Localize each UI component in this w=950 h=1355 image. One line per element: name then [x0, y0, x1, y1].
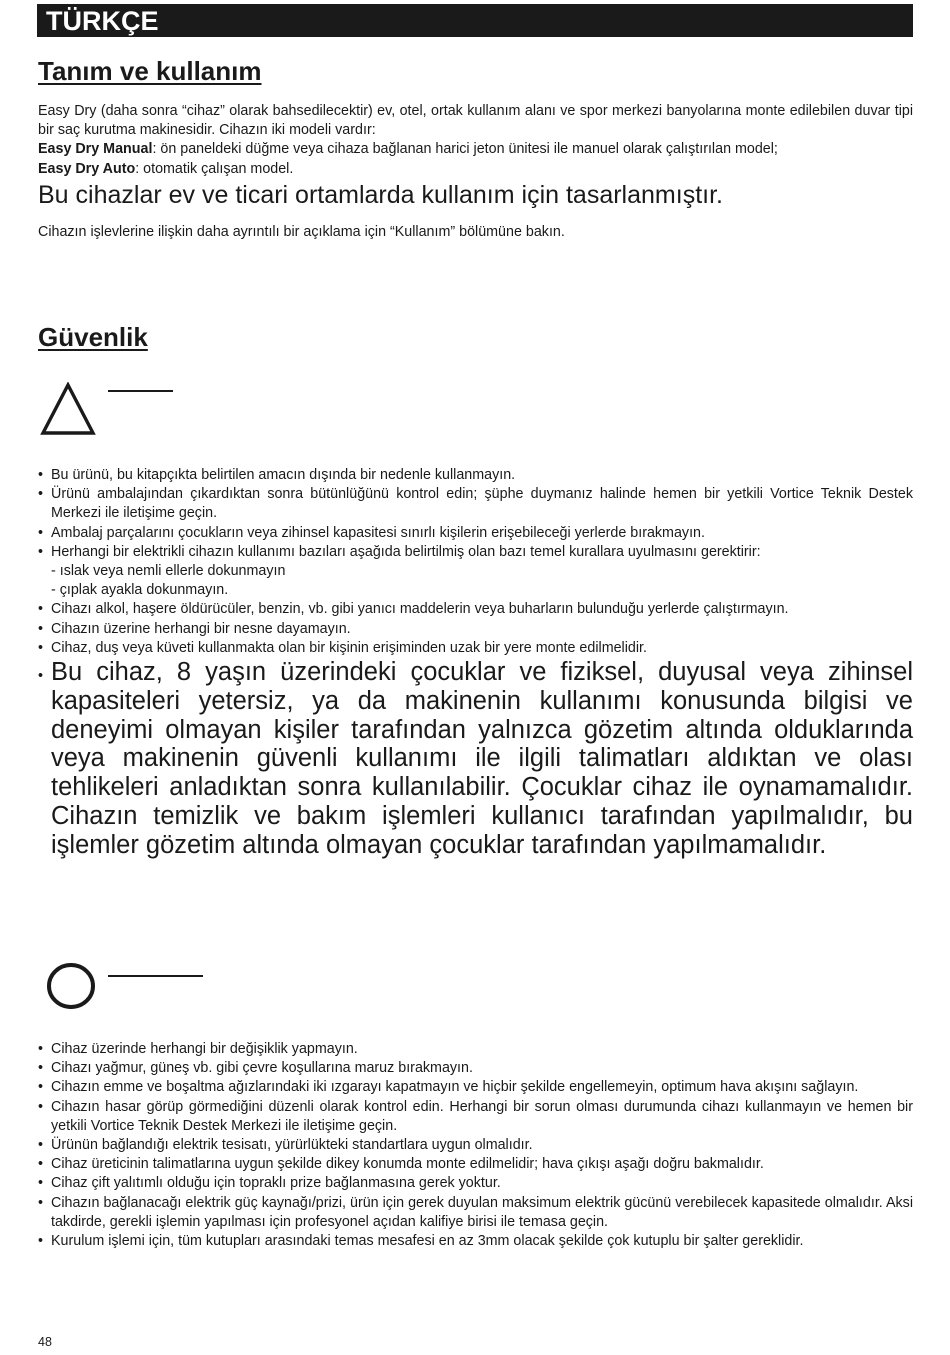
list-item: • Cihaz, duş veya küveti kullanmakta olan bir kişinin erişiminden uzak bir yere monte edilmelidir.	[38, 639, 913, 658]
intro-paragraph: Easy Dry (daha sonra “cihaz” olarak bahsedilecektir) ev, otel, ortak kullanım alanı ve spor merkezi banyolarına monte edilebilen duvar tipi bir saç kurutma makinesidir. Cihazın iki modeli vardır:	[38, 103, 913, 139]
manual-model-paragraph	[38, 140, 913, 159]
list-subitem: - ıslak veya nemli ellerle dokunmayın	[51, 563, 286, 580]
page-number: 48	[38, 1335, 52, 1349]
warning-list-block	[38, 466, 913, 860]
list-item: • Ürünün bağlandığı elektrik tesisatı, yürürlükteki standartlara uygun olmalıdır.	[38, 1136, 913, 1155]
warning-list	[38, 466, 913, 860]
list-item: • Cihazın üzerine herhangi bir nesne dayamayın.	[38, 620, 913, 639]
list-item: • Herhangi bir elektrikli cihazın kullanımı bazıları aşağıda belirtilmiş olan bazı temel kurallara uyulmasını gerektirir:	[38, 543, 913, 562]
list-item: • Cihazın hasar görüp görmediğini düzenli olarak kontrol edin. Herhangi bir sorun olması durumunda cihazı kullanmayın ve hemen bir yetkili Vortice Teknik Destek Merkezi ile iletişime geçin.	[38, 1098, 913, 1136]
list-item: • Ambalaj parçalarını çocukların veya zihinsel kapasitesi sınırlı kişilerin erişebileceği yerlerde bırakmayın.	[38, 524, 913, 543]
children-warning: • Bu cihaz, 8 yaşın üzerindeki çocuklar ve fiziksel, duyusal veya zihinsel kapasiteleri yetersiz, ya da makinenin kullanımı konusunda bilgisi ve deneyimi olmayan kişiler tarafından yalnızca gözetim altında olduklarında veya makinenin güvenli kullanımı ile ilgili talimatları aldıktan ve olası tehlikeleri anladıktan sonra kullanılabilir. Çocuklar cihaz ile oynamamalıdır. Cihazın temizlik ve bakım işlemleri kullanıcı tarafından yapılmalıdır, bu işlemler gözetim altında olmayan çocuklar tarafından yapılmamalıdır.	[38, 658, 913, 860]
language-header: TÜRKÇE	[37, 4, 913, 37]
warning-divider	[108, 390, 173, 392]
list-item: • Cihazın emme ve boşaltma ağızlarındaki iki ızgarayı kapatmayın ve hiçbir şekilde engellemeyin, optimum hava akışını sağlayın.	[38, 1078, 913, 1097]
section-title-safety: Güvenlik	[38, 322, 148, 352]
list-subitem: - çıplak ayakla dokunmayın.	[51, 582, 229, 599]
list-item: • Bu ürünü, bu kitapçıkta belirtilen amacın dışında bir nedenle kullanmayın.	[38, 466, 913, 485]
auto-model-text: : otomatik çalışan model.	[135, 160, 294, 177]
usage-statement: Bu cihazlar ev ve ticari ortamlarda kullanım için tasarlanmıştır.	[38, 180, 723, 209]
auto-model-paragraph	[38, 160, 913, 179]
list-item: • Cihazı alkol, haşere öldürücüler, benzin, vb. gibi yanıcı maddelerin veya buharların bulunduğu yerlerde çalıştırmayın.	[38, 600, 913, 619]
prohibition-divider	[108, 975, 203, 977]
prohibition-list-block	[38, 1040, 913, 1251]
warning-triangle-icon	[40, 382, 96, 441]
description-block	[38, 102, 913, 242]
list-item: • Cihaz üreticinin talimatlarına uygun şekilde dikey konumda monte edilmelidir; hava çıkışı aşağı doğru bakmalıdır.	[38, 1155, 913, 1174]
manual-model-label: Easy Dry Manual	[38, 141, 153, 158]
list-item: • Cihaz çift yalıtımlı olduğu için topraklı prize bağlanmasına gerek yoktur.	[38, 1174, 913, 1193]
list-item: • Ürünü ambalajından çıkardıktan sonra bütünlüğünü kontrol edin; şüphe duymanız halinde hemen bir yetkili Vortice Teknik Destek Merkezi ile iletişime geçin.	[38, 485, 913, 523]
manual-model-text: : ön paneldeki düğme veya cihaza bağlanan harici jeton ünitesi ile manuel olarak çalıştırılan model;	[152, 141, 778, 158]
prohibition-list	[38, 1040, 913, 1251]
auto-model-label: Easy Dry Auto	[38, 160, 136, 177]
list-item: • Cihaz üzerinde herhangi bir değişiklik yapmayın.	[38, 1040, 913, 1059]
prohibition-circle-icon	[45, 961, 97, 1016]
list-item: • Cihazı yağmur, güneş vb. gibi çevre koşullarına maruz bırakmayın.	[38, 1059, 913, 1078]
reference-paragraph: Cihazın işlevlerine ilişkin daha ayrıntılı bir açıklama için “Kullanım” bölümüne bakın.	[38, 223, 565, 240]
section-title-description: Tanım ve kullanım	[38, 56, 262, 86]
list-item: • Cihazın bağlanacağı elektrik güç kaynağı/prizi, ürün için gerek duyulan maksimum elektrik gücünü verebilecek kapasitede olmalıdır. Aksi takdirde, gerekli işlemin yapılması için profesyonel açıdan kalifiye birisi ile temasa geçin.	[38, 1194, 913, 1232]
list-item: • Kurulum işlemi için, tüm kutupları arasındaki temas mesafesi en az 3mm olacak şekilde çok kutuplu bir şalter gereklidir.	[38, 1232, 913, 1251]
